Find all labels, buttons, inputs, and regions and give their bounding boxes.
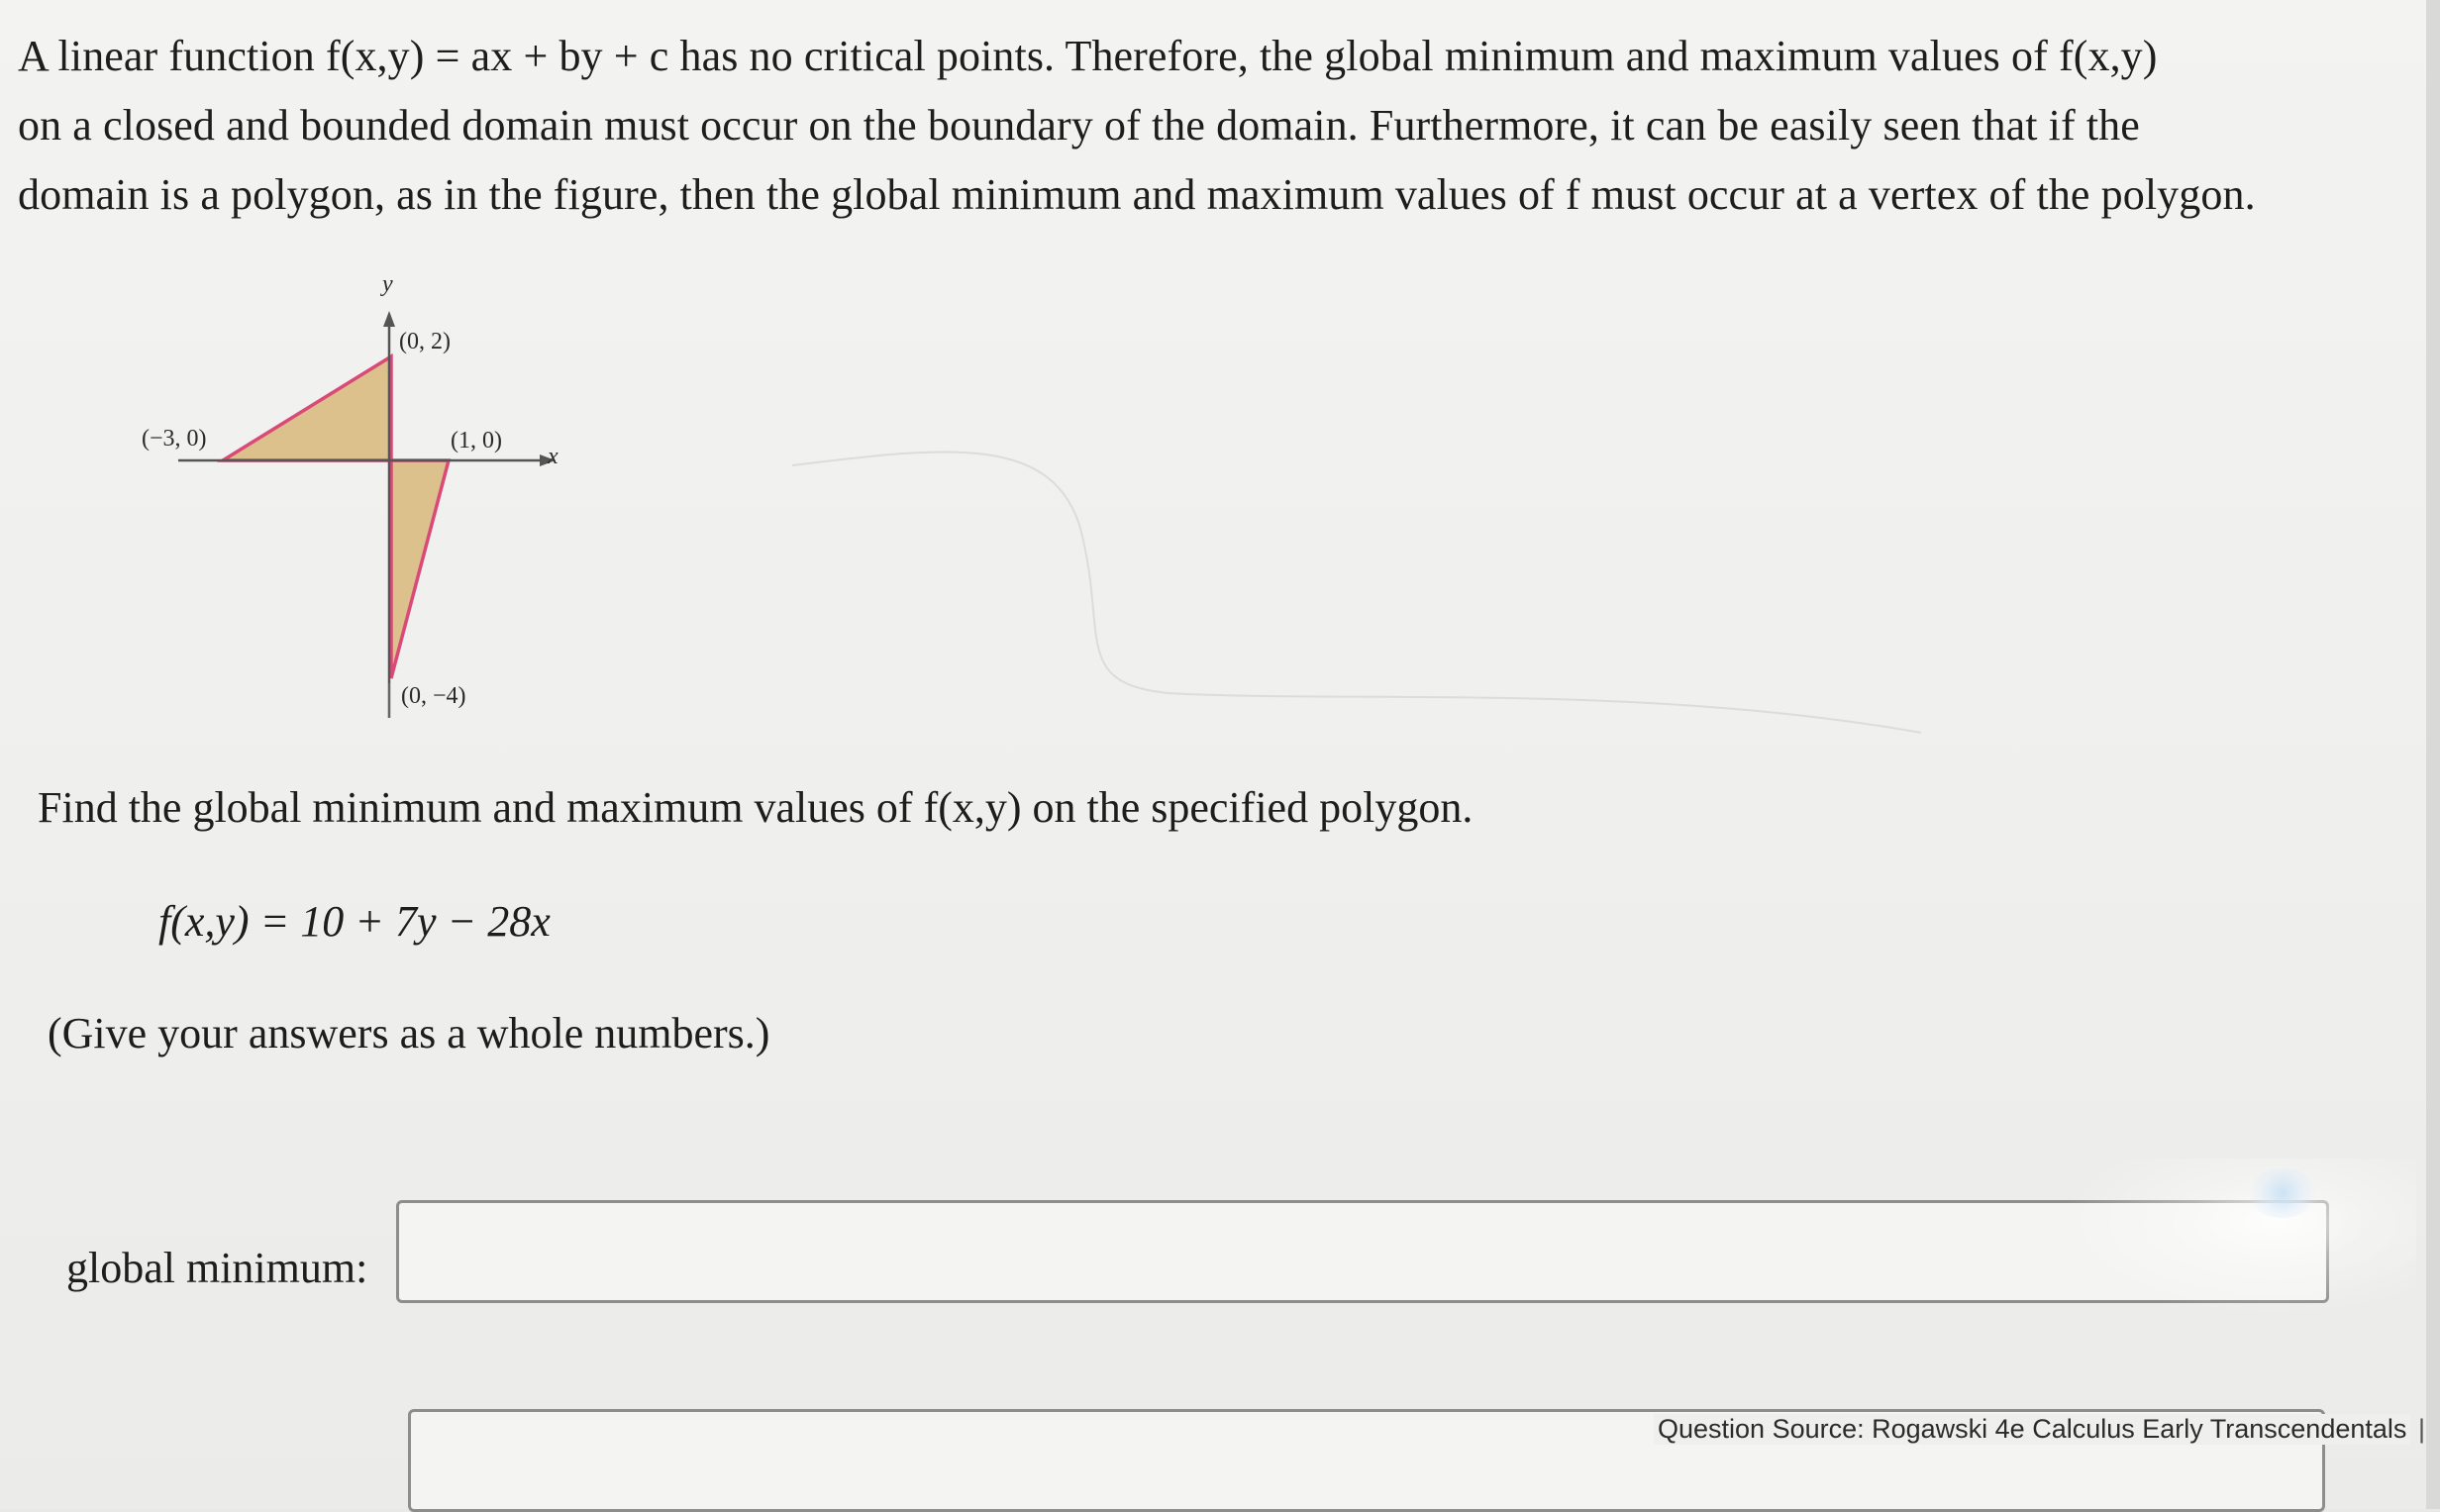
intro-line-1: A linear function f(x,y) = ax + by + c has no critical points. Therefore, the global minimum and maximum values of f(x,y) bbox=[18, 32, 2158, 80]
vertex-label-left: (−3, 0) bbox=[142, 426, 207, 452]
screen-edge bbox=[2426, 0, 2440, 1509]
intro-paragraph bbox=[18, 22, 2394, 230]
vertex-label-top: (0, 2) bbox=[399, 329, 451, 354]
y-axis-arrow bbox=[383, 311, 395, 327]
polygon-region bbox=[223, 356, 449, 678]
global-minimum-label: global minimum: bbox=[66, 1244, 368, 1292]
answer-hint: (Give your answers as a whole numbers.) bbox=[48, 1009, 770, 1058]
global-minimum-input[interactable] bbox=[396, 1200, 2329, 1303]
source-separator: | bbox=[2418, 1414, 2426, 1444]
question-source: Question Source: Rogawski 4e Calculus Early Transcendentals bbox=[1654, 1414, 2410, 1445]
function-expression: f(x,y) = 10 + 7y − 28x bbox=[158, 897, 551, 946]
question-text: Find the global minimum and maximum values of f(x,y) on the specified polygon. bbox=[38, 783, 1474, 832]
vertex-label-right: (1, 0) bbox=[451, 428, 502, 454]
polygon-figure bbox=[134, 267, 589, 733]
vertex-label-bottom: (0, −4) bbox=[401, 683, 466, 709]
screen-smudge bbox=[753, 436, 1941, 753]
x-axis-label: x bbox=[548, 444, 559, 469]
y-axis-label: y bbox=[382, 271, 393, 297]
polygon-plot bbox=[134, 267, 589, 733]
intro-line-2: on a closed and bounded domain must occur on the boundary of the domain. Furthermore, it can be easily seen that if the bbox=[18, 101, 2140, 150]
intro-line-3: domain is a polygon, as in the figure, then the global minimum and maximum values of f must occur at a vertex of the polygon. bbox=[18, 170, 2256, 219]
